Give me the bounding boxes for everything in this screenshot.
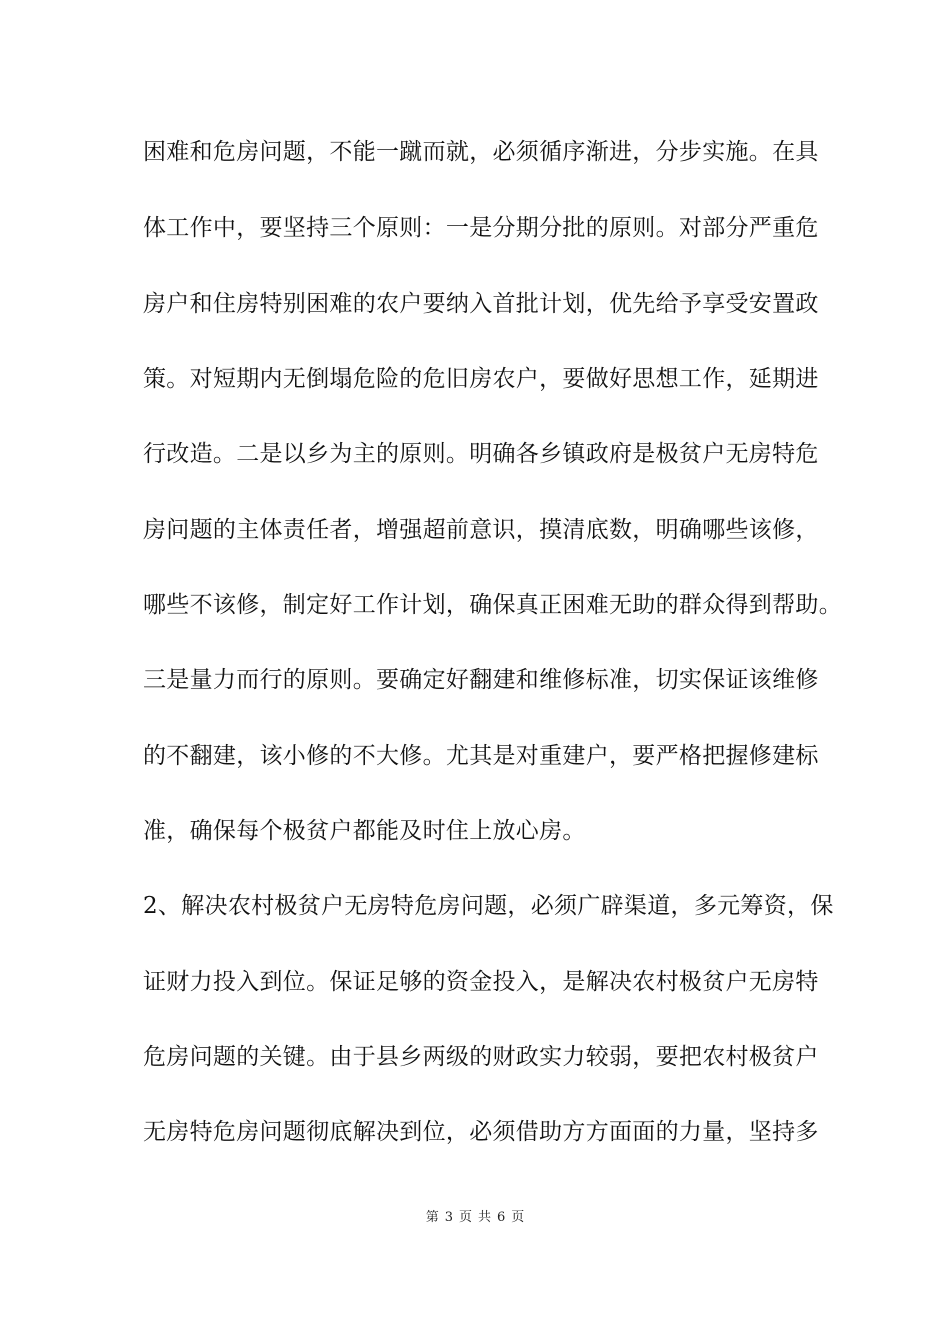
text-line: 证财力投入到位。保证足够的资金投入，是解决农村极贫户无房特 [143,969,819,995]
text-line: 哪些不该修，制定好工作计划，确保真正困难无助的群众得到帮助。 [143,592,842,618]
text-line: 2、解决农村极贫户无房特危房问题，必须广辟渠道，多元筹资，保 [143,893,834,919]
text-line: 体工作中，要坚持三个原则：一是分期分批的原则。对部分严重危 [143,215,819,241]
footer-suffix: 页 [511,1210,525,1225]
text-line: 三是量力而行的原则。要确定好翻建和维修标准，切实保证该维修 [143,667,819,693]
text-line: 行改造。二是以乡为主的原则。明确各乡镇政府是极贫户无房特危 [143,441,819,467]
text-line: 准，确保每个极贫户都能及时住上放心房。 [143,818,586,844]
footer-prefix: 第 [425,1210,439,1225]
text-line: 策。对短期内无倒塌危险的危旧房农户，要做好思想工作，延期进 [143,366,819,392]
text-line: 危房问题的关键。由于县乡两级的财政实力较弱，要把农村极贫户 [143,1044,819,1070]
text-line: 困难和危房问题，不能一蹴而就，必须循序渐进，分步实施。在具 [143,139,819,165]
text-line: 无房特危房问题彻底解决到位，必须借助方方面面的力量，坚持多 [143,1119,819,1145]
total-page-number: 6 [497,1210,506,1225]
text-line: 的不翻建，该小修的不大修。尤其是对重建户，要严格把握修建标 [143,743,819,769]
footer-page-word: 页 [458,1210,472,1225]
current-page-number: 3 [444,1210,453,1225]
page-footer [0,1209,950,1227]
footer-total-word: 共 [478,1210,492,1225]
text-line: 房户和住房特别困难的农户要纳入首批计划，优先给予享受安置政 [143,291,819,317]
text-line: 房问题的主体责任者，增强超前意识，摸清底数，明确哪些该修， [143,517,819,543]
